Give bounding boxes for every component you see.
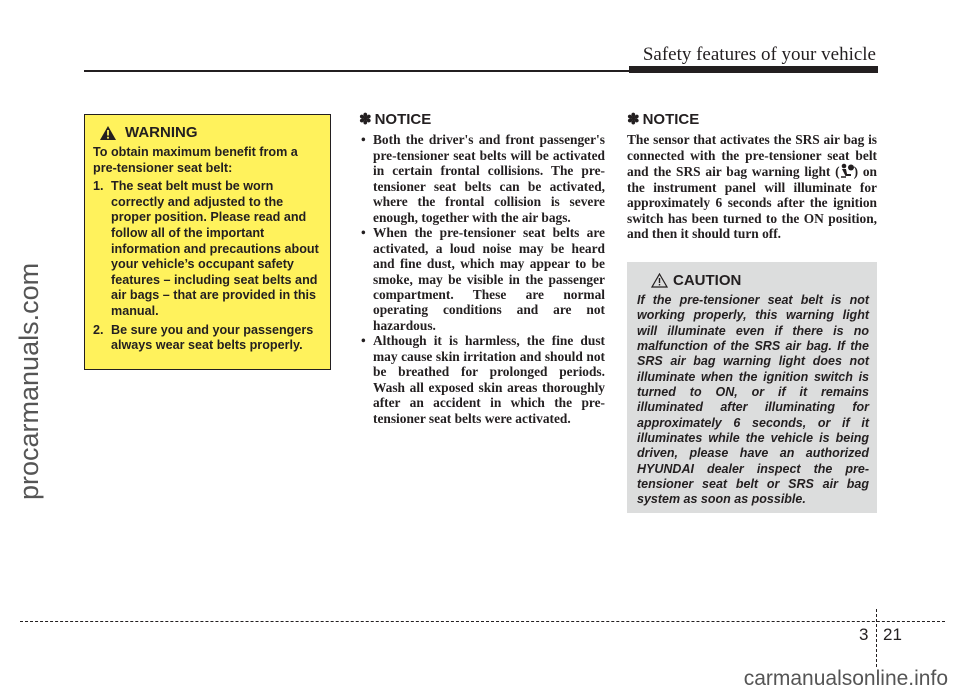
notice-text-after: ) on the instrument panel will illuminate for approximately 6 seconds after the ignition switch has been turned to the ON position, and then it should turn off.	[627, 164, 878, 242]
bullet-icon: •	[361, 132, 366, 148]
notice-symbol-icon: ✽	[359, 111, 372, 128]
warning-box	[84, 114, 331, 370]
notice-title: NOTICE	[374, 111, 432, 128]
bullet-text: Both the driver's and front passenger's pre-tensioner seat belts will be activated in certain frontal collisions. The pre-tensioner seat belts can be activated, where the frontal collision is severe enough, together with the air bags.	[373, 132, 605, 225]
bullet-icon: •	[361, 225, 366, 241]
section-title: Safety features of your vehicle	[642, 44, 876, 65]
warning-title: WARNING	[125, 124, 198, 142]
notice-section-left	[359, 112, 605, 426]
warning-header	[99, 125, 321, 141]
notice-title: NOTICE	[642, 111, 700, 128]
watermark-bottom: carmanualsonline.info	[743, 667, 948, 690]
list-item	[359, 333, 605, 426]
list-item	[359, 132, 605, 225]
warning-list	[93, 179, 321, 354]
notice-header	[359, 112, 605, 127]
list-item-text: Be sure you and your passengers always wear seat belts properly.	[111, 322, 314, 353]
caution-triangle-icon	[651, 273, 668, 288]
watermark-left: procarmanuals.com	[14, 262, 44, 500]
list-item	[93, 179, 321, 319]
page-number: 21	[883, 625, 902, 644]
notice-text-before: The sensor that activates the SRS air bag is connected with the pre-tensioner seat belt and the SRS air bag warning light (	[627, 132, 877, 180]
footer-rule	[20, 621, 945, 622]
header-bar	[629, 66, 878, 73]
footer-divider	[876, 609, 877, 667]
list-item-text: The seat belt must be worn correctly and adjusted to the proper position. Please read and follow all of the important information and precautions about your vehicle’s occupant safety features – including seat belts and air bags – that are provided in this manual.	[111, 179, 319, 318]
notice-header	[627, 112, 877, 127]
bullet-text: Although it is harmless, the fine dust may cause skin irritation and should not be breathed for prolonged periods. Wash all exposed skin areas thoroughly after an accident in which the pre-tensioner seat belts were activated.	[373, 333, 605, 426]
notice-bullets	[359, 132, 605, 426]
notice-symbol-icon: ✽	[627, 111, 640, 128]
list-item-number: 1.	[93, 179, 104, 194]
bullet-text: When the pre-tensioner seat belts are activated, a loud noise may be heard and fine dust, which may appear to be smoke, may be visible in the passenger compartment. These are normal operating conditions and are not hazardous.	[373, 225, 605, 333]
list-item	[93, 323, 321, 354]
bullet-icon: •	[361, 333, 366, 349]
warning-intro: To obtain maximum benefit from a pre-tensioner seat belt:	[93, 145, 298, 175]
caution-text: If the pre-tensioner seat belt is not working properly, this warning light will illuminate even if there is no malfunction of the SRS air bag. If the SRS air bag warning light does not illuminate when the ignition switch is turned to ON, or if it remains illuminated after illuminating for approximately 6 seconds, or if it illuminates while the vehicle is being driven, please have an authorized HYUNDAI dealer inspect the pre-tensioner seat belt or SRS air bag system as soon as possible.	[637, 293, 869, 507]
list-item-number: 2.	[93, 322, 104, 337]
list-item	[359, 225, 605, 333]
caution-title: CAUTION	[673, 272, 742, 289]
chapter-number: 3	[859, 625, 869, 644]
header-rule	[84, 70, 629, 72]
caution-header	[651, 272, 869, 289]
warning-triangle-icon	[99, 125, 117, 141]
notice-paragraph	[627, 132, 877, 241]
airbag-warning-icon	[840, 163, 854, 179]
notice-section-right	[627, 112, 877, 242]
caution-box	[627, 262, 877, 513]
